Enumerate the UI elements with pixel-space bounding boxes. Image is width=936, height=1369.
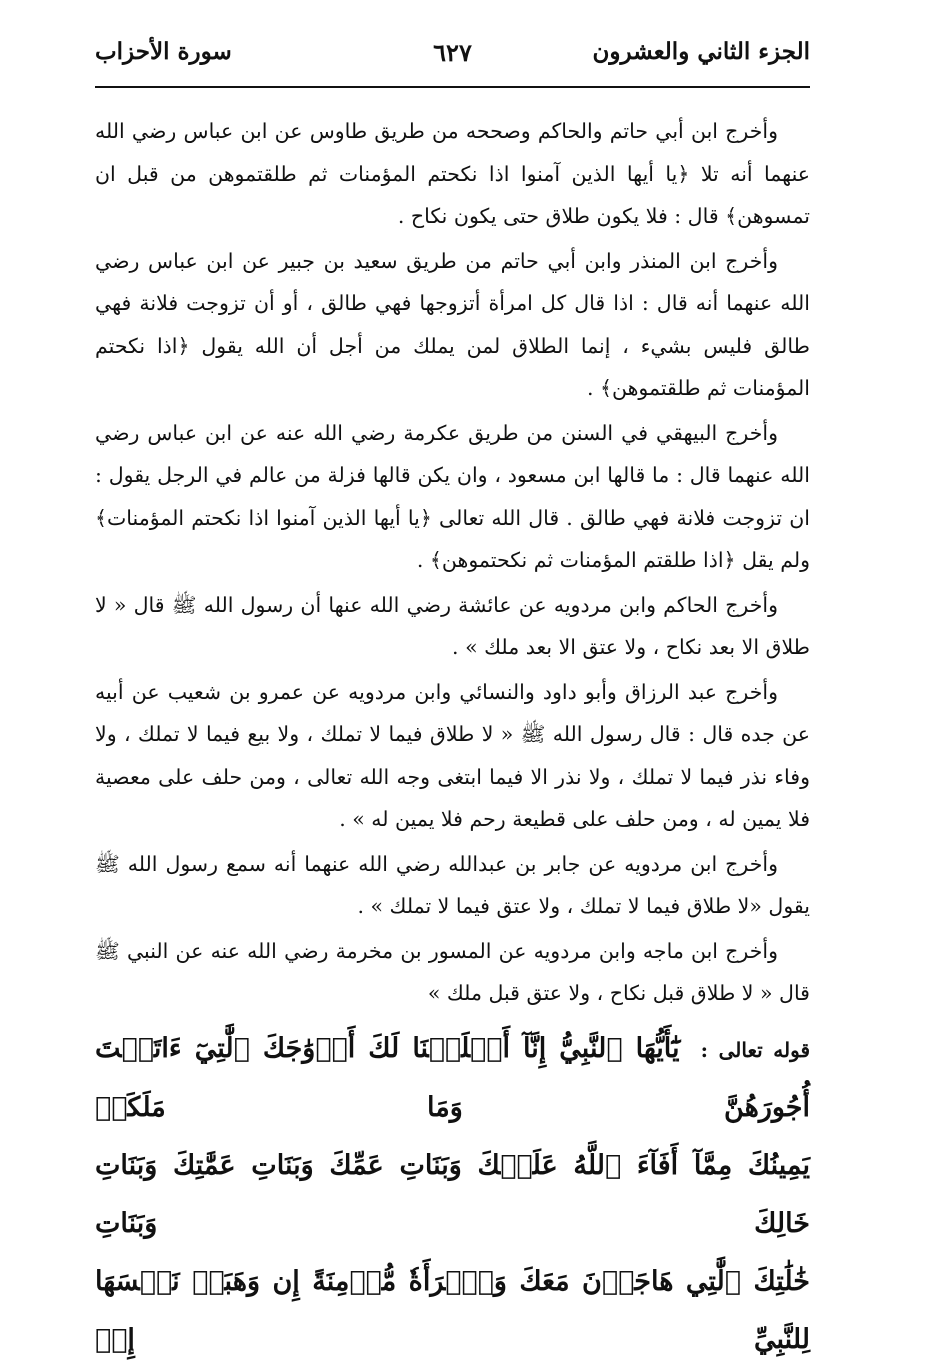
paragraph: وأخرج البيهقي في السنن من طريق عكرمة رضي الله عنه عن ابن عباس رضي الله عنهما قال : ما قالها ابن مسعود ، وان يكن قالها فزلة من عالم في الرجل يقول : ان تزوجت فلانة فهي طالق . قال الله تعالى ﴿يا أيها الذين آمنوا اذا نكحتم المؤمنات﴾ ولم يقل ﴿اذا طلقتم المؤمنات ثم نكحتموهن﴾ .: [95, 420, 810, 572]
quran-verse-block: [95, 1020, 810, 1369]
paragraph: وأخرج عبد الرزاق وأبو داود والنسائي وابن مردويه عن عمرو بن شعيب عن أبيه عن جده قال : قال رسول الله ﷺ « لا طلاق فيما لا تملك ، ولا بيع فيما لا تملك ، ولا وفاء نذر فيما لا تملك ، ولا نذر الا فيما ابتغى وجه الله تعالى ، ومن حلف على معصية فلا يمين له ، ومن حلف على قطيعة رحم فلا يمين له » .: [95, 679, 810, 831]
paragraph: وأخرج ابن مردويه عن جابر بن عبدالله رضي الله عنهما أنه سمع رسول الله ﷺ يقول «لا طلاق فيما لا تملك ، ولا عتق فيما لا تملك » .: [95, 851, 810, 918]
paragraph: وأخرج ابن المنذر وابن أبي حاتم من طريق سعيد بن جبير عن ابن عباس رضي الله عنهما أنه قال : اذا قال كل امرأة أتزوجها فهي طالق ، أو أن تزوجت فلانة فهي طالق فليس بشيء ، إنما الطلاق لمن يملك من أجل أن الله يقول ﴿اذا نكحتم المؤمنات ثم طلقتموهن﴾ .: [95, 248, 810, 400]
page-number: ٦٢٧: [433, 38, 472, 67]
page-header: [95, 38, 810, 78]
paragraph: وأخرج ابن أبي حاتم والحاكم وصححه من طريق طاوس عن ابن عباس رضي الله عنهما أنه تلا ﴿يا أيها الذين آمنوا اذا نكحتم المؤمنات ثم طلقتموهن من قبل ان تمسوهن﴾ قال : فلا يكون طلاق حتى يكون نكاح .: [95, 119, 810, 228]
header-rule: [95, 86, 810, 88]
commentary-body: [95, 110, 810, 1015]
paragraph: وأخرج ابن ماجه وابن مردويه عن المسور بن مخرمة رضي الله عنه عن النبي ﷺ قال « لا طلاق قبل نكاح ، ولا عتق قبل ملك »: [95, 938, 810, 1005]
part-title: الجزء الثاني والعشرون: [592, 38, 810, 65]
quran-line: [95, 1020, 810, 1137]
surah-title: سورة الأحزاب: [95, 38, 232, 65]
verse-intro: قوله تعالى :: [700, 1038, 811, 1062]
quran-line: يَمِينُكَ مِمَّآ أَفَآءَ ٱللَّهُ عَلَيۡكَ وَبَنَاتِ عَمِّكَ وَبَنَاتِ عَمَّٰتِكَ وَبَنَاتِ خَالِكَ وَبَنَاتِ: [95, 1150, 810, 1239]
verse-text: يَٰٓأَيُّهَا ٱلنَّبِيُّ إِنَّآ أَحۡلَلۡنَا لَكَ أَزۡوَٰجَكَ ٱلَّٰتِيٓ ءَاتَيۡتَ أُجُورَهُنَّ وَمَا مَلَكَتۡ: [95, 1033, 810, 1123]
paragraph: وأخرج الحاكم وابن مردويه عن عائشة رضي الله عنها أن رسول الله ﷺ قال « لا طلاق الا بعد نكاح ، ولا عتق الا بعد ملك » .: [95, 592, 810, 659]
quran-line: خَٰلَٰتِكَ ٱلَّٰتِي هَاجَرۡنَ مَعَكَ وَٱمۡرَأَةٗ مُّؤۡمِنَةً إِن وَهَبَتۡ نَفۡسَهَا لِلنَّبِيِّ إِنۡ: [95, 1266, 810, 1355]
